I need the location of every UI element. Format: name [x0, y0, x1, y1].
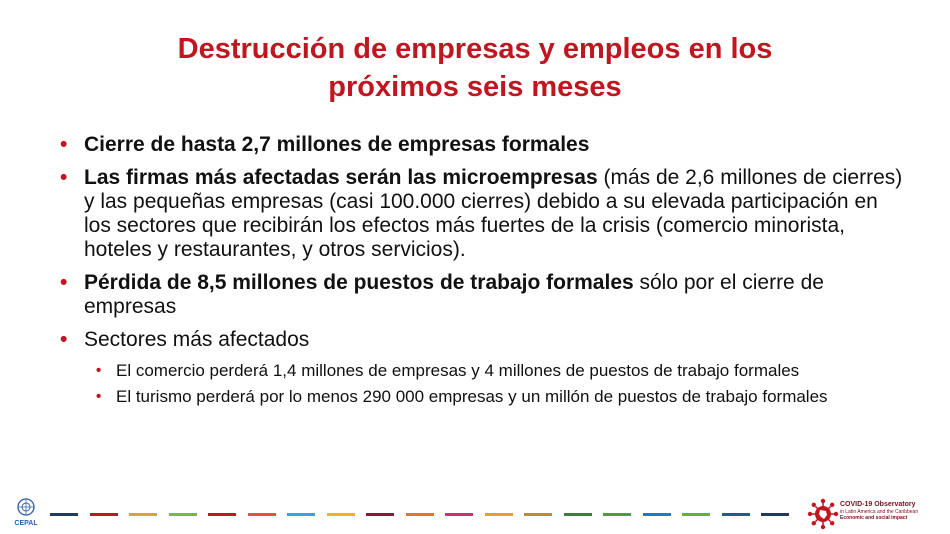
color-stripe-bar — [50, 513, 790, 517]
sub-bullet-text: El turismo perderá por lo menos 290 000 empresas y un millón de puestos de trabajo formales — [116, 387, 828, 406]
slide-title-line-2: próximos seis meses — [328, 71, 622, 103]
covid-observatory-logo — [840, 501, 945, 521]
bullet-item — [60, 133, 910, 157]
bullet-dot: • — [60, 133, 68, 156]
bullet-dot: • — [60, 271, 68, 294]
bullet-item — [60, 166, 910, 262]
slide-title — [100, 30, 850, 106]
color-stripe — [445, 513, 473, 516]
bullet-bold-text: Las firmas más afectadas serán las microempresas — [84, 166, 598, 189]
color-stripe — [722, 513, 750, 516]
covid-logo-line-3: Economic and social impact — [840, 515, 908, 521]
color-stripe — [366, 513, 394, 516]
covid-logo-title: COVID-19 Observatory — [840, 501, 916, 508]
color-stripe — [50, 513, 78, 516]
cepal-logo — [12, 496, 40, 528]
color-stripe — [603, 513, 631, 516]
bullet-dot: • — [60, 328, 68, 351]
sub-bullet-item — [96, 361, 910, 381]
bullet-text: sólo por el cierre de empresas — [84, 271, 824, 318]
cepal-logo-text: CEPAL — [14, 520, 38, 527]
bullet-bold-text: Pérdida de 8,5 millones de puestos de trabajo formales — [84, 271, 634, 294]
color-stripe — [327, 513, 355, 516]
bullet-dot: • — [60, 166, 68, 189]
un-emblem-icon — [18, 499, 34, 515]
virus-icon — [806, 497, 840, 531]
color-stripe — [485, 513, 513, 516]
color-stripe — [287, 513, 315, 516]
bullet-item — [60, 328, 910, 352]
bullet-list — [60, 133, 910, 413]
slide-title-line-1: Destrucción de empresas y empleos en los — [177, 33, 773, 65]
sub-bullet-text: El comercio perderá 1,4 millones de empresas y 4 millones de puestos de trabajo formales — [116, 361, 800, 380]
bullet-bold-text: Cierre de hasta 2,7 millones de empresas formales — [84, 133, 590, 156]
sub-bullet-dot: • — [96, 388, 102, 405]
bullet-text: (más de 2,6 millones de cierres) y las pequeñas empresas (casi 100.000 cierres) debido a su elevada participación en los sectores que recibirán los efectos más fuertes de la crisis (comercio minorista, hoteles y restaurantes, y otros servicios). — [84, 166, 903, 261]
color-stripe — [643, 513, 671, 516]
color-stripe — [406, 513, 434, 516]
color-stripe — [682, 513, 710, 516]
color-stripe — [564, 513, 592, 516]
sub-bullet-item — [96, 387, 910, 407]
covid-logo-line-2: in Latin America and the Caribbean — [840, 509, 919, 515]
color-stripe — [169, 513, 197, 516]
bullet-item — [60, 271, 910, 319]
color-stripe — [90, 513, 118, 516]
color-stripe — [248, 513, 276, 516]
color-stripe — [129, 513, 157, 516]
color-stripe — [208, 513, 236, 516]
bullet-text: Sectores más afectados — [84, 328, 310, 351]
color-stripe — [524, 513, 552, 516]
sub-bullet-dot: • — [96, 362, 102, 379]
color-stripe — [761, 513, 789, 516]
